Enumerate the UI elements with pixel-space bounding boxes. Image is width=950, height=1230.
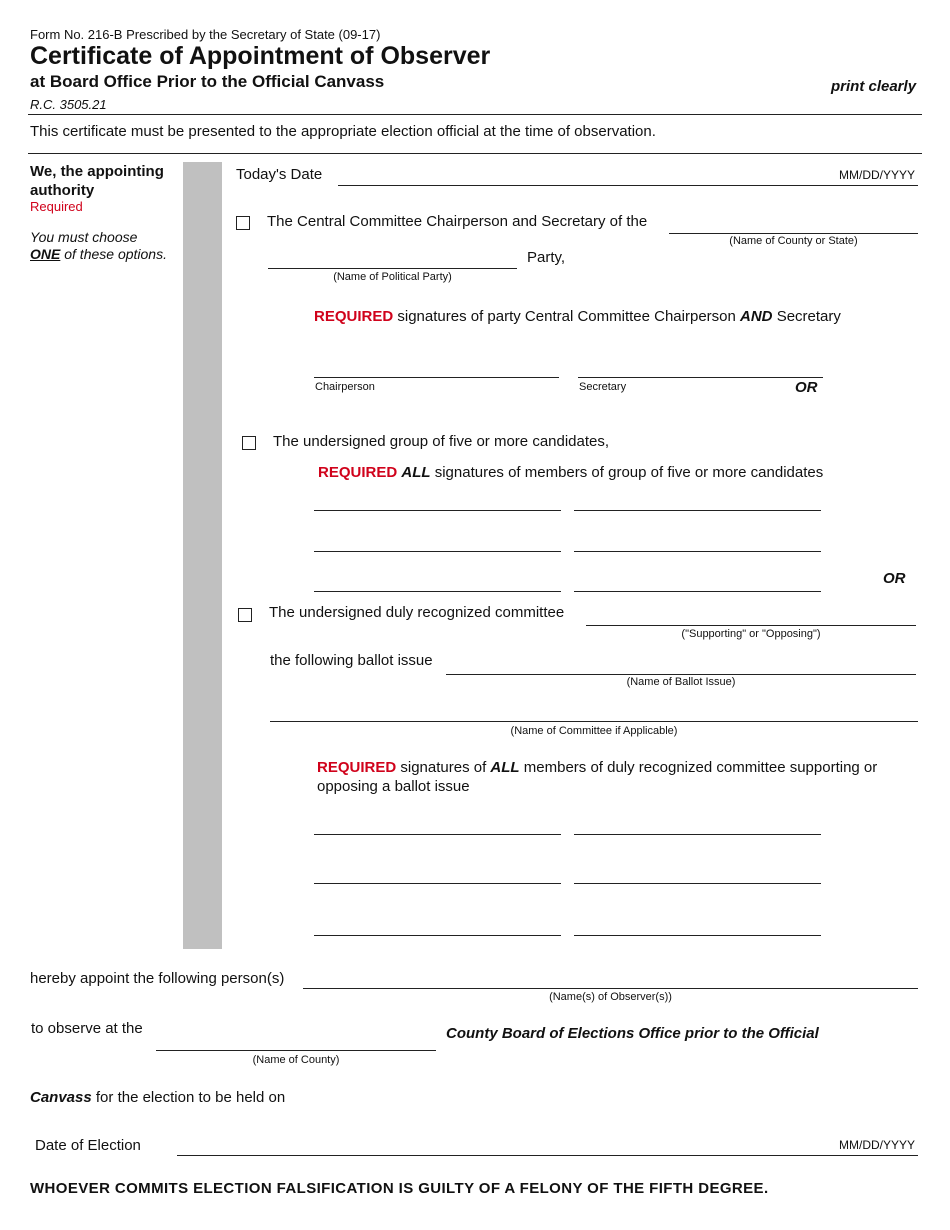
ballot-issue-input[interactable] xyxy=(446,674,916,675)
candidate-signature-line[interactable] xyxy=(314,551,561,552)
appoint-label: hereby appoint the following person(s) xyxy=(30,970,285,987)
all-emphasis: ALL xyxy=(490,759,520,776)
observer-names-caption: (Name(s) of Observer(s)) xyxy=(549,991,672,1003)
committee-name-caption: (Name of Committee if Applicable) xyxy=(510,725,678,737)
sidebar-heading: We, the appointing authority xyxy=(30,163,164,199)
option3-checkbox[interactable] xyxy=(238,608,252,622)
option1-checkbox[interactable] xyxy=(236,216,250,230)
committee-signature-line[interactable] xyxy=(574,834,821,835)
option3-req-text-b: members of duly recognized committee supporting or xyxy=(523,759,878,776)
secretary-signature-line[interactable] xyxy=(578,377,823,378)
all-emphasis: ALL xyxy=(401,464,431,481)
todays-date-format: MM/DD/YYYY xyxy=(839,168,916,182)
county-name-input[interactable] xyxy=(156,1050,436,1051)
option1-req-text-b: Secretary xyxy=(776,308,841,325)
canvass-word: Canvass xyxy=(30,1089,92,1106)
todays-date-input[interactable] xyxy=(338,185,918,186)
option2-req-text: signatures of members of group of five or more candidates xyxy=(434,464,824,481)
presentation-notice: This certificate must be presented to the appropriate election official at the time of observation. xyxy=(30,123,656,140)
sidebar-choose-one xyxy=(30,246,167,262)
option3-required-note xyxy=(317,759,877,776)
supporting-opposing-caption: ("Supporting" or "Opposing") xyxy=(681,628,821,640)
candidate-signature-line[interactable] xyxy=(314,510,561,511)
felony-warning: WHOEVER COMMITS ELECTION FALSIFICATION IS GUILTY OF A FELONY OF THE FIFTH DEGREE. xyxy=(30,1180,769,1197)
candidate-signature-line[interactable] xyxy=(574,551,821,552)
option3-req-text-a: signatures of xyxy=(400,759,487,776)
sidebar-choose-post: of these options. xyxy=(64,246,167,262)
committee-signature-line[interactable] xyxy=(314,834,561,835)
chairperson-signature-line[interactable] xyxy=(314,377,559,378)
option3-text: The undersigned duly recognized committee xyxy=(269,604,565,621)
ballot-issue-label: the following ballot issue xyxy=(270,652,433,669)
option1-req-text-a: signatures of party Central Committee Chairperson xyxy=(397,308,736,325)
option2-required-note xyxy=(318,464,823,481)
board-office-text: County Board of Elections Office prior to the Official xyxy=(446,1025,819,1042)
gray-side-bar xyxy=(183,162,222,949)
election-date-label: Date of Election xyxy=(35,1137,141,1154)
header-divider xyxy=(28,114,922,115)
notice-divider xyxy=(28,153,922,154)
candidate-signature-line[interactable] xyxy=(574,591,821,592)
election-date-input[interactable] xyxy=(177,1155,918,1156)
sidebar-one-emphasis: ONE xyxy=(30,246,61,262)
political-party-caption: (Name of Political Party) xyxy=(333,271,452,283)
form-number: Form No. 216-B Prescribed by the Secretary of State (09-17) xyxy=(30,27,381,42)
sidebar-choose: You must choose xyxy=(30,229,138,245)
secretary-caption: Secretary xyxy=(579,381,627,393)
page-subtitle: at Board Office Prior to the Official Canvass xyxy=(30,72,385,91)
required-word: REQUIRED xyxy=(314,308,394,325)
and-emphasis: AND xyxy=(740,308,773,325)
election-date-format: MM/DD/YYYY xyxy=(839,1138,916,1152)
statute-reference: R.C. 3505.21 xyxy=(30,97,107,112)
option2-checkbox[interactable] xyxy=(242,436,256,450)
county-or-state-caption: (Name of County or State) xyxy=(729,235,858,247)
option2-text: The undersigned group of five or more candidates, xyxy=(273,433,610,450)
option1-or: OR xyxy=(795,379,818,396)
county-name-caption: (Name of County) xyxy=(252,1054,340,1066)
chairperson-caption: Chairperson xyxy=(315,381,375,393)
required-word: REQUIRED xyxy=(318,464,398,481)
page-title: Certificate of Appointment of Observer xyxy=(30,42,491,70)
option2-or: OR xyxy=(883,570,906,587)
committee-signature-line[interactable] xyxy=(314,883,561,884)
observer-names-input[interactable] xyxy=(303,988,918,989)
candidate-signature-line[interactable] xyxy=(574,510,821,511)
candidate-signature-line[interactable] xyxy=(314,591,561,592)
canvass-line xyxy=(30,1089,285,1106)
observe-label: to observe at the xyxy=(31,1020,143,1037)
print-clearly-note: print clearly xyxy=(831,78,917,95)
committee-signature-line[interactable] xyxy=(314,935,561,936)
required-word: REQUIRED xyxy=(317,759,397,776)
option1-text: The Central Committee Chairperson and Secretary of the xyxy=(267,213,648,230)
committee-signature-line[interactable] xyxy=(574,883,821,884)
committee-name-input[interactable] xyxy=(270,721,918,722)
sidebar-required: Required xyxy=(30,199,83,214)
ballot-issue-caption: (Name of Ballot Issue) xyxy=(626,676,736,688)
county-or-state-input[interactable] xyxy=(669,233,918,234)
political-party-input[interactable] xyxy=(268,268,517,269)
committee-signature-line[interactable] xyxy=(574,935,821,936)
canvass-text: for the election to be held on xyxy=(95,1089,286,1106)
option1-required-note xyxy=(314,308,841,325)
party-word: Party, xyxy=(527,249,566,266)
option3-req-text-c: opposing a ballot issue xyxy=(317,778,470,795)
todays-date-label: Today's Date xyxy=(236,166,323,183)
supporting-opposing-input[interactable] xyxy=(586,625,916,626)
